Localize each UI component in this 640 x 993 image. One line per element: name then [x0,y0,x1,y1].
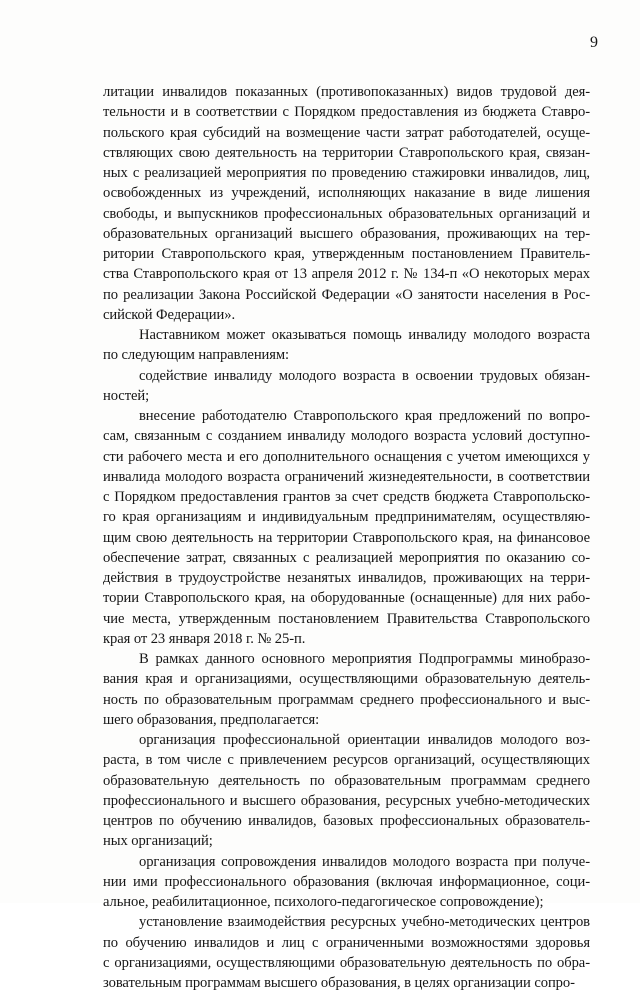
text-line: Наставником может оказываться помощь инвалиду молодого возраста [139,327,590,343]
paragraph [103,366,590,407]
paragraph [103,82,590,325]
text-line: образовательных организаций высшего образования, проживающих на тер- [103,225,590,242]
text-line: го края организациям и индивидуальным предпринимателям, осуществляю- [103,509,590,526]
paragraph [103,325,590,366]
text-line: сийской Федерации». [103,306,236,323]
text-line: профессионального и высшего образования, ресурсных учебно-методических [103,792,590,809]
text-line: освобожденных из учреждений, исполняющих наказание в виде лишения [103,185,590,202]
text-line: ность по образовательным программам среднего профессионального и выс- [103,691,590,708]
text-line: образовательную деятельность по образовательным программам среднего [103,772,590,789]
text-line: содействие инвалиду молодого возраста в освоении трудовых обязан- [139,367,590,384]
text-line: альное, реабилитационное, психолого-педагогическое сопровождение); [103,894,544,910]
text-line: по следующим направлениям: [103,347,290,364]
text-line: центров по обучению инвалидов, базовых профессиональных образователь- [103,813,590,829]
text-line: ства Ставропольского края от 13 апреля 2012 г. № 134-п «О некоторых мерах [103,266,590,283]
document-body [103,82,590,993]
text-line: тельности и в соответствии с Порядком предоставления из бюджета Ставро- [103,104,590,121]
text-line: зовательным программам высшего образования, в целях организации сопро- [103,975,575,991]
paragraph [103,649,590,730]
text-line: с Порядком предоставления грантов за счет средств бюджета Ставропольско- [103,489,590,505]
paragraph [103,730,590,852]
paragraph [103,406,590,649]
text-line: сти рабочего места и его дополнительного оснащения с учетом имеющихся у [103,448,590,465]
text-line: инвалида молодого возраста ограничений жизнедеятельности, в соответствии [103,468,590,485]
text-line: с организациями, осуществляющими образовательную деятельность по обра- [103,954,590,971]
text-line: чие места, утвержденным постановлением Правительства Ставропольского [103,610,590,627]
text-line: щим свою деятельность на территории Ставропольского края, на финансовое [103,529,590,546]
text-line: действия в трудоустройстве незанятых инвалидов, проживающих на терри- [103,570,590,586]
text-line: организация профессиональной ориентации инвалидов молодого воз- [139,732,590,748]
text-line: ных организаций; [103,833,213,850]
text-line: свободы, и выпускников профессиональных образовательных организаций и [103,205,590,222]
text-line: ных с реализацией мероприятия по проведению стажировки инвалидов, лиц, [103,165,590,181]
text-line: тории Ставропольского края, на оборудованные (оснащенные) для них рабо- [103,590,590,607]
text-line: края от 23 января 2018 г. № 25-п. [103,630,306,647]
text-line: ностей; [103,387,150,404]
text-line: обеспечение затрат, связанных с реализацией мероприятия по оказанию со- [103,549,590,566]
text-line: ствляющих свою деятельность на территории Ставропольского края, связан- [103,144,590,161]
paragraph [103,852,590,913]
text-line: установление взаимодействия ресурсных учебно-методических центров [139,914,590,931]
text-line: литации инвалидов показанных (противопоказанных) видов трудовой дея- [103,84,590,100]
text-line: организация сопровождения инвалидов молодого возраста при получе- [139,853,590,870]
text-line: ритории Ставропольского края, утвержденным постановлением Правитель- [103,246,590,262]
text-line: шего образования, предполагается: [103,711,320,728]
text-line: вания края и организациями, осуществляющими образовательную деятель- [103,671,590,688]
text-line: сам, связанным с созданием инвалиду молодого возраста условий доступно- [103,428,590,445]
text-line: В рамках данного основного мероприятия Подпрограммы минобразо- [139,651,590,667]
text-line: по реализации Закона Российской Федерации «О занятости населения в Рос- [103,286,590,303]
text-line: нии ими профессионального образования (включая информационное, соци- [103,873,590,890]
text-line: по обучению инвалидов и лиц с ограниченными возможностями здоровья [103,934,590,951]
text-line: раста, в том числе с привлечением ресурсов организаций, осуществляющих [103,752,590,769]
page-number: 9 [590,34,598,51]
text-line: польского края субсидий на возмещение части затрат работодателей, осуще- [103,124,590,141]
text-line: внесение работодателю Ставропольского края предложений по вопро- [139,408,590,424]
paragraph [103,912,590,993]
